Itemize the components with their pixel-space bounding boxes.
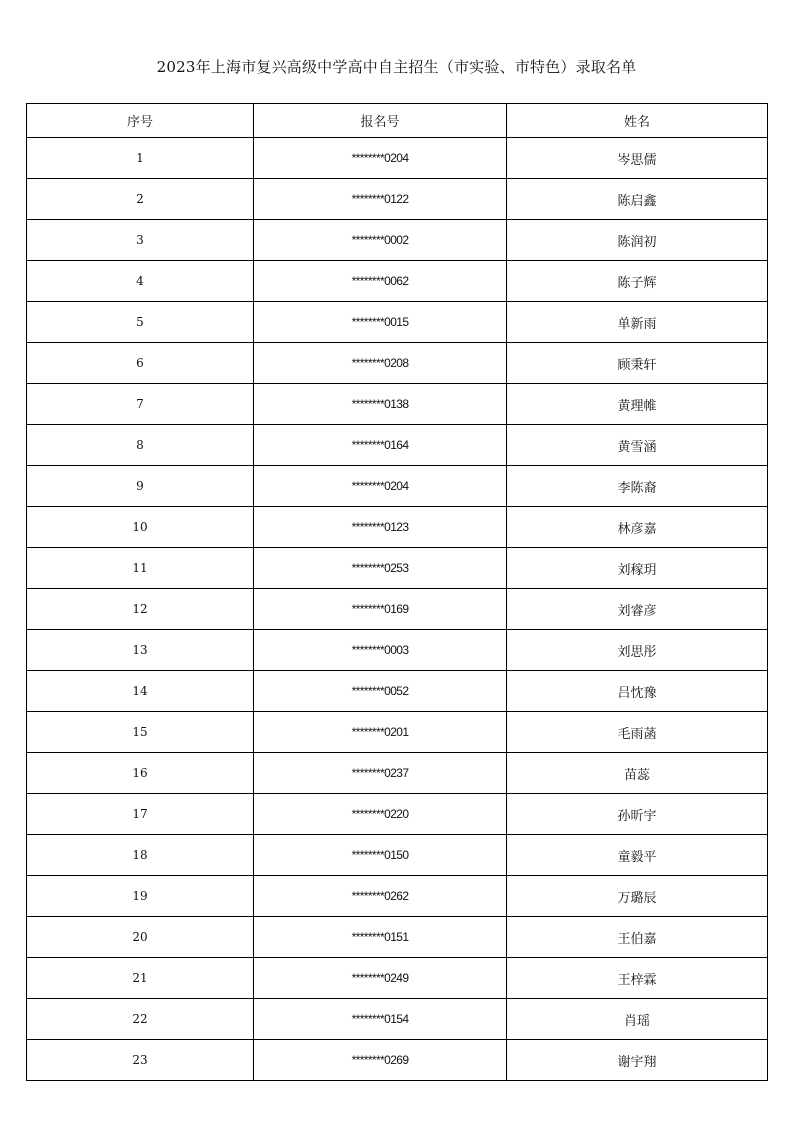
row-index-cell: 9 xyxy=(27,466,254,507)
table-row xyxy=(27,835,768,876)
row-registration-number-cell: ********0253 xyxy=(254,548,507,589)
row-registration-number-cell: ********0015 xyxy=(254,302,507,343)
row-registration-number-cell: ********0262 xyxy=(254,876,507,917)
row-registration-number-cell: ********0249 xyxy=(254,958,507,999)
row-name-cell: 单新雨 xyxy=(507,302,768,343)
row-name-cell: 苗蕊 xyxy=(507,753,768,794)
row-index-cell: 2 xyxy=(27,179,254,220)
row-registration-number-cell: ********0204 xyxy=(254,466,507,507)
row-index-cell: 5 xyxy=(27,302,254,343)
table-row xyxy=(27,425,768,466)
table-row xyxy=(27,671,768,712)
row-index-cell: 22 xyxy=(27,999,254,1040)
row-registration-number-cell: ********0201 xyxy=(254,712,507,753)
row-index-cell: 15 xyxy=(27,712,254,753)
row-registration-number-cell: ********0151 xyxy=(254,917,507,958)
row-index-cell: 13 xyxy=(27,630,254,671)
table-row xyxy=(27,302,768,343)
row-index-cell: 19 xyxy=(27,876,254,917)
row-name-cell: 刘思彤 xyxy=(507,630,768,671)
table-row xyxy=(27,958,768,999)
row-registration-number-cell: ********0169 xyxy=(254,589,507,630)
table-row xyxy=(27,753,768,794)
row-index-cell: 1 xyxy=(27,138,254,179)
row-registration-number-cell: ********0062 xyxy=(254,261,507,302)
row-index-cell: 17 xyxy=(27,794,254,835)
row-index-cell: 18 xyxy=(27,835,254,876)
table-row xyxy=(27,1040,768,1081)
row-index-cell: 14 xyxy=(27,671,254,712)
table-row xyxy=(27,466,768,507)
row-index-cell: 10 xyxy=(27,507,254,548)
row-registration-number-cell: ********0164 xyxy=(254,425,507,466)
row-index-cell: 20 xyxy=(27,917,254,958)
row-registration-number-cell: ********0154 xyxy=(254,999,507,1040)
row-name-cell: 王梓霖 xyxy=(507,958,768,999)
row-registration-number-cell: ********0138 xyxy=(254,384,507,425)
row-name-cell: 岑思儒 xyxy=(507,138,768,179)
table-row xyxy=(27,630,768,671)
row-registration-number-cell: ********0208 xyxy=(254,343,507,384)
row-registration-number-cell: ********0052 xyxy=(254,671,507,712)
table-row xyxy=(27,261,768,302)
header-name: 姓名 xyxy=(507,104,768,138)
table-row xyxy=(27,712,768,753)
header-registration-number: 报名号 xyxy=(254,104,507,138)
row-index-cell: 4 xyxy=(27,261,254,302)
row-registration-number-cell: ********0237 xyxy=(254,753,507,794)
table-row xyxy=(27,507,768,548)
table-row xyxy=(27,138,768,179)
row-name-cell: 刘稼玥 xyxy=(507,548,768,589)
table-row xyxy=(27,794,768,835)
table-body xyxy=(27,138,768,1081)
row-registration-number-cell: ********0150 xyxy=(254,835,507,876)
admission-table xyxy=(26,103,768,1081)
row-index-cell: 6 xyxy=(27,343,254,384)
table-row xyxy=(27,548,768,589)
row-name-cell: 黄雪涵 xyxy=(507,425,768,466)
row-index-cell: 7 xyxy=(27,384,254,425)
row-name-cell: 陈子辉 xyxy=(507,261,768,302)
row-name-cell: 黄理帷 xyxy=(507,384,768,425)
table-row xyxy=(27,384,768,425)
table-header xyxy=(27,104,768,138)
row-name-cell: 顾秉轩 xyxy=(507,343,768,384)
row-index-cell: 23 xyxy=(27,1040,254,1081)
table-row xyxy=(27,999,768,1040)
table-row xyxy=(27,589,768,630)
table-row xyxy=(27,343,768,384)
row-index-cell: 8 xyxy=(27,425,254,466)
row-name-cell: 林彦嘉 xyxy=(507,507,768,548)
row-registration-number-cell: ********0002 xyxy=(254,220,507,261)
row-name-cell: 万璐辰 xyxy=(507,876,768,917)
row-index-cell: 21 xyxy=(27,958,254,999)
row-registration-number-cell: ********0003 xyxy=(254,630,507,671)
row-name-cell: 吕忱豫 xyxy=(507,671,768,712)
table-row xyxy=(27,220,768,261)
row-name-cell: 李陈裔 xyxy=(507,466,768,507)
row-registration-number-cell: ********0122 xyxy=(254,179,507,220)
document-title: 2023年上海市复兴高级中学高中自主招生（市实验、市特色）录取名单 xyxy=(156,58,637,76)
row-name-cell: 肖瑶 xyxy=(507,999,768,1040)
header-row xyxy=(27,104,768,138)
row-name-cell: 毛雨菡 xyxy=(507,712,768,753)
row-index-cell: 3 xyxy=(27,220,254,261)
row-registration-number-cell: ********0123 xyxy=(254,507,507,548)
row-registration-number-cell: ********0204 xyxy=(254,138,507,179)
header-index: 序号 xyxy=(27,104,254,138)
row-index-cell: 11 xyxy=(27,548,254,589)
table-row xyxy=(27,876,768,917)
row-index-cell: 16 xyxy=(27,753,254,794)
row-name-cell: 陈润初 xyxy=(507,220,768,261)
row-name-cell: 刘睿彦 xyxy=(507,589,768,630)
row-registration-number-cell: ********0220 xyxy=(254,794,507,835)
row-name-cell: 童毅平 xyxy=(507,835,768,876)
table-row xyxy=(27,179,768,220)
row-name-cell: 谢宇翔 xyxy=(507,1040,768,1081)
row-name-cell: 王伯嘉 xyxy=(507,917,768,958)
row-name-cell: 孙昕宇 xyxy=(507,794,768,835)
table-row xyxy=(27,917,768,958)
row-index-cell: 12 xyxy=(27,589,254,630)
row-registration-number-cell: ********0269 xyxy=(254,1040,507,1081)
row-name-cell: 陈启鑫 xyxy=(507,179,768,220)
